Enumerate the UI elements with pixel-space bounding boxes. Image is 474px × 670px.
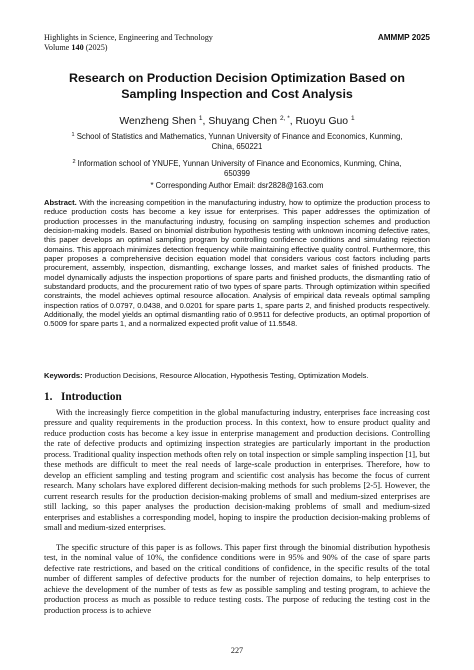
journal-name: Highlights in Science, Engineering and Technology [44, 33, 213, 42]
corresponding-author-email: * Corresponding Author Email: dsr2828@163.com [150, 181, 324, 190]
abstract [44, 198, 430, 329]
affiliation-mark: 2 [72, 159, 76, 165]
keywords-label: Keywords: [44, 371, 83, 380]
section-title: Introduction [61, 391, 122, 403]
author-affiliation-mark: 2, * [279, 115, 290, 122]
volume-number: 140 [71, 43, 84, 52]
abstract-text: With the increasing competition in the manufacturing industry, how to optimize the production process to reduce production costs has become a key issue for enterprises. This paper addresses the optimization of production processes in the manufacturing industry, focusing on sampling inspection schemes and production decision-making models. Based on binomial distribution hypothesis testing with unknown incoming defective rates, this paper develops an optimal sampling program by controlling confidence conditions and simulating rejection domains. This approach minimizes detection frequency while maintaining effective quality control. Furthermore, this paper proposes a comprehensive decision equation model that considers various cost factors including parts procurement, assembly, inspection, dismantling, exchange losses, and market sales of finished products. The model dynamically adjusts the inspection proportions of spare parts and finished products, the dismantling ratio of substandard products, and the procurement ratio of two types of spare parts. Through optimization within specified constraints, the model achieves optimal resource allocation. Analysis of empirical data reveals optimal sampling inspection ratios of 0.0797, 0.0438, and 0.0201 for spare parts 1, spare parts 2, and finished products respectively. Additionally, the model yields an optimal dismantling ratio of 0.9511 for defective products, an optimal proportion of 0.5009 for spare parts 1, and a normalized expected profit value of 11.5548. [44, 198, 430, 329]
section-number: 1. [44, 391, 53, 403]
page-number: 227 [230, 646, 244, 655]
body-paragraph: With the increasingly fierce competition in the global manufacturing industry, enterprises face increasing cost pressure and quality requirements in the production process. In this context, how to ensure product quality and reduce production costs has become a key issue in enterprise management and production decisions. Controlling the rate of defective products and optimizing inspection strategies are particularly important in the production process. Traditional quality inspection methods often rely on total inspection or simple sampling inspection [1], but these methods are difficult to meet the real needs of large-scale production in enterprises. Therefore, how to develop an efficient sampling and testing program and scientific cost analysis has become the focus of current research. Many scholars have explored different decision-making methods for such problems [2-5]. However, the current research results for the production decision-making problems of small and medium-sized enterprises are still lacking, so this paper analyses the production decision-making problems of small and medium-sized enterprises and establishes a corresponding model, hoping to inspire the production decision-making problems of small and medium-sized enterprises. [44, 408, 430, 532]
author-name: Ruoyu Guo [295, 116, 351, 127]
author-list [44, 112, 430, 128]
keywords-text: Production Decisions, Resource Allocation, Hypothesis Testing, Optimization Models. [82, 371, 369, 380]
volume-info [44, 43, 108, 52]
affiliation-1 [60, 130, 414, 152]
abstract-label: Abstract. [44, 198, 77, 207]
volume-year: (2025) [83, 43, 108, 52]
author-separator: , [202, 116, 209, 127]
author-name: Shuyang Chen [208, 116, 280, 127]
section-heading [44, 390, 122, 404]
author-affiliation-mark: 1 [350, 115, 355, 122]
title-line-1: Research on Production Decision Optimization Based on [69, 71, 405, 85]
paper-title [44, 70, 430, 102]
body-paragraph: The specific structure of this paper is as follows. This paper first through the binomial distribution hypothesis test, in the nominal value of 10%, the confidence conditions were in 95% and 90% of the case of spare parts defective rate restrictions, and based on the critical conditions of confidence, in the specific results of the total number of different samples of defective products for the number of rejection domains, to help enterprises to achieve the development of the number of tests as few as possible sampling and testing program, to achieve the production process as much as possible to reduce testing costs. The purpose of reducing the testing cost in the production process is to achieve [44, 543, 430, 615]
running-head [44, 33, 430, 53]
affiliation-mark: 1 [71, 132, 75, 138]
affiliation-text: School of Statistics and Mathematics, Yunnan University of Finance and Economics, Kunming, China, 650221 [74, 132, 403, 151]
conference-code: AMMMP 2025 [377, 33, 430, 42]
keywords [44, 371, 430, 381]
author-separator: , [289, 116, 296, 127]
author-affiliation-mark: 1 [198, 115, 203, 122]
title-line-2: Sampling Inspection and Cost Analysis [121, 87, 353, 101]
author-name: Wenzheng Shen [119, 116, 199, 127]
volume-prefix: Volume [44, 43, 72, 52]
affiliation-text: Information school of YNUFE, Yunnan University of Finance and Economics, Kunming, China, 650399 [75, 159, 402, 178]
affiliation-2 [60, 157, 414, 179]
